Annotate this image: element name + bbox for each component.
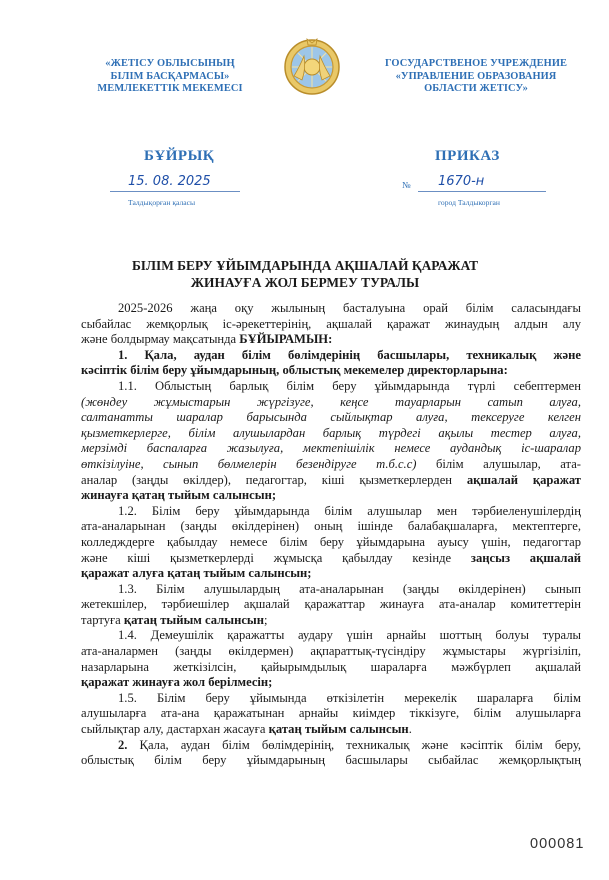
body-line [81,722,581,738]
date-line [110,191,240,192]
org-name-line: «УПРАВЛЕНИЕ ОБРАЗОВАНИЯ [395,70,557,82]
body-line: жетекшілер, тәрбиешілер ақшалай қаражаттар жинауға ата-аналар комитеттерін [81,597,581,612]
text-run: ; [264,612,268,627]
section-heading: кәсіптік білім беру ұйымдарының, облыстық мекемелер директорларына: [81,363,508,378]
number-line [418,191,546,192]
order-number: 1670-н [438,174,485,189]
org-name-line: МЕМЛЕКЕТТІК МЕКЕМЕСІ [97,83,243,94]
text-run-bold: қатаң тыйым салынсын [123,612,265,627]
body-line: колледждерге қабылдау немесе білім беру ұйымдарына ауысу үшін, педагогтар [81,534,581,549]
text-run-bold: қатаң тыйым салынсын [268,722,409,737]
body-line [81,332,581,348]
text-run-bold: БҰЙЫРАМЫН: [239,332,333,347]
document-body [81,301,581,769]
text-run-bold: заңсыз ақшалай [470,550,581,565]
order-title-russian: ПРИКАЗ [435,148,500,164]
body-line [81,473,581,489]
section-heading: 1. Қала, аудан білім бөлімдерінің басшылары, техникалық және [118,347,581,362]
body-line: назарларына жеткізілсін, қайырымдылық шараларға мәжбүрлеп ақшалай [81,659,581,674]
body-line [81,457,581,473]
body-line: қаражат алуға қатаң тыйым салынсын; [81,566,312,581]
body-line: алушыларға ата-ана қаражатынан арнайы киімдер тіккізуге, білім алушыларға [81,706,581,721]
document-title [90,258,520,291]
text-run-bold: 2. [118,737,128,752]
org-name-line: ОБЛАСТИ ЖЕТІСУ» [424,83,528,94]
org-name-line: ГОСУДАРСТВЕНОЕ УЧРЕЖДЕНИЕ [384,58,568,69]
body-line: ата-аналармен (заңды өкілдермен) ақпараттық-түсіндіру жұмыстары жүргізіліп, [81,644,581,659]
title-line: ЖИНАУҒА ЖОЛ БЕРМЕУ ТУРАЛЫ [190,274,420,290]
city-kazakh: Талдықорған қаласы [128,198,196,207]
body-line: 1.1. Облыстың барлық білім беру ұйымдарында түрлі себептермен [118,378,581,393]
body-line: 1.3. Білім алушылардың ата-аналарынан (заңды өкілдерінен) сынып [118,581,581,596]
order-date: 15. 08. 2025 [128,174,211,189]
body-line [81,613,581,629]
body-line: (жөндеу жұмыстарын жүргізуге, кеңсе тауарларын сатып алуға, [81,394,581,409]
text-run: Қала, аудан білім бөлімдерінің, техникалық және кәсіптік білім беру, [127,737,581,752]
text-run: және кіші қызметкерлерді жұмысқа қабылдау кезінде [81,550,471,565]
org-name-kazakh [70,58,270,96]
text-run: және болдырмау мақсатында [81,332,240,347]
body-line: ата-аналарынан (заңды өкілдерінен) оның ішінде балабақшаларға, мектептерге, [81,519,581,534]
body-line [81,551,581,567]
text-run-bold: ақшалай қаражат [466,472,581,487]
text-run: аналар (заңды өкілдер), педагогтар, кіші қызметкерлерден [81,472,467,487]
text-run: тартуға [81,612,124,627]
text-run-italic: өткізілуіне, сынып бөлмелерін безендіруге т.б.с.с) [81,456,417,471]
body-line: қаражат жинауға жол берілмесін; [81,675,273,690]
body-line: салтанатты шаралар барысында сыйлықтар алуға, тексеруге келген [81,410,581,425]
page-number: 000081 [530,836,585,852]
text-run: білім алушылар, ата- [416,456,581,471]
body-line: облыстық білім беру ұйымдарының басшылары сыбайлас жемқорлықтың [81,753,581,768]
order-title-kazakh: БҰЙРЫҚ [144,148,215,164]
number-sign: № [402,180,411,190]
state-emblem-icon [282,36,342,96]
text-run: . [408,722,412,737]
text-run: сыйлықтар алу, дастархан жасауға [81,722,269,737]
body-line: жинауға қатаң тыйым салынсын; [81,488,277,503]
body-line: 1.5. Білім беру ұйымында өткізілетін мерекелік шараларға білім [118,690,581,705]
body-line: мерзімді баспаларға жазылуға, мектепішілік немесе аудандық іс-шаралар [81,441,581,456]
section-heading [81,738,581,754]
city-russian: город Талдыкорган [438,198,500,207]
body-line: сыбайлас жемқорлық іс-әрекеттерінің, ақшалай қаражат жинаудың алдын алу [81,316,581,331]
body-line: 2025-2026 жаңа оқу жылының басталуына орай білім саласындағы [118,301,581,315]
org-name-line: БІЛІМ БАСҚАРМАСЫ» [110,70,230,82]
body-line: 1.2. Білім беру ұйымдарында білім алушылар мен тәрбиеленушілердің [118,503,581,518]
body-line: 1.4. Демеушілік қаражатты аудару үшін арнайы шоттың болуы туралы [118,628,581,643]
title-line: БІЛІМ БЕРУ ҰЙЫМДАРЫНДА АҚШАЛАЙ ҚАРАЖАТ [131,258,479,273]
body-line: қызметкерлерге, білім алушылардан барлық түрдегі ақылы тестер алуға, [81,425,581,440]
org-name-russian [371,58,581,96]
org-name-line: «ЖЕТІСУ ОБЛЫСЫНЫҢ [105,58,235,69]
